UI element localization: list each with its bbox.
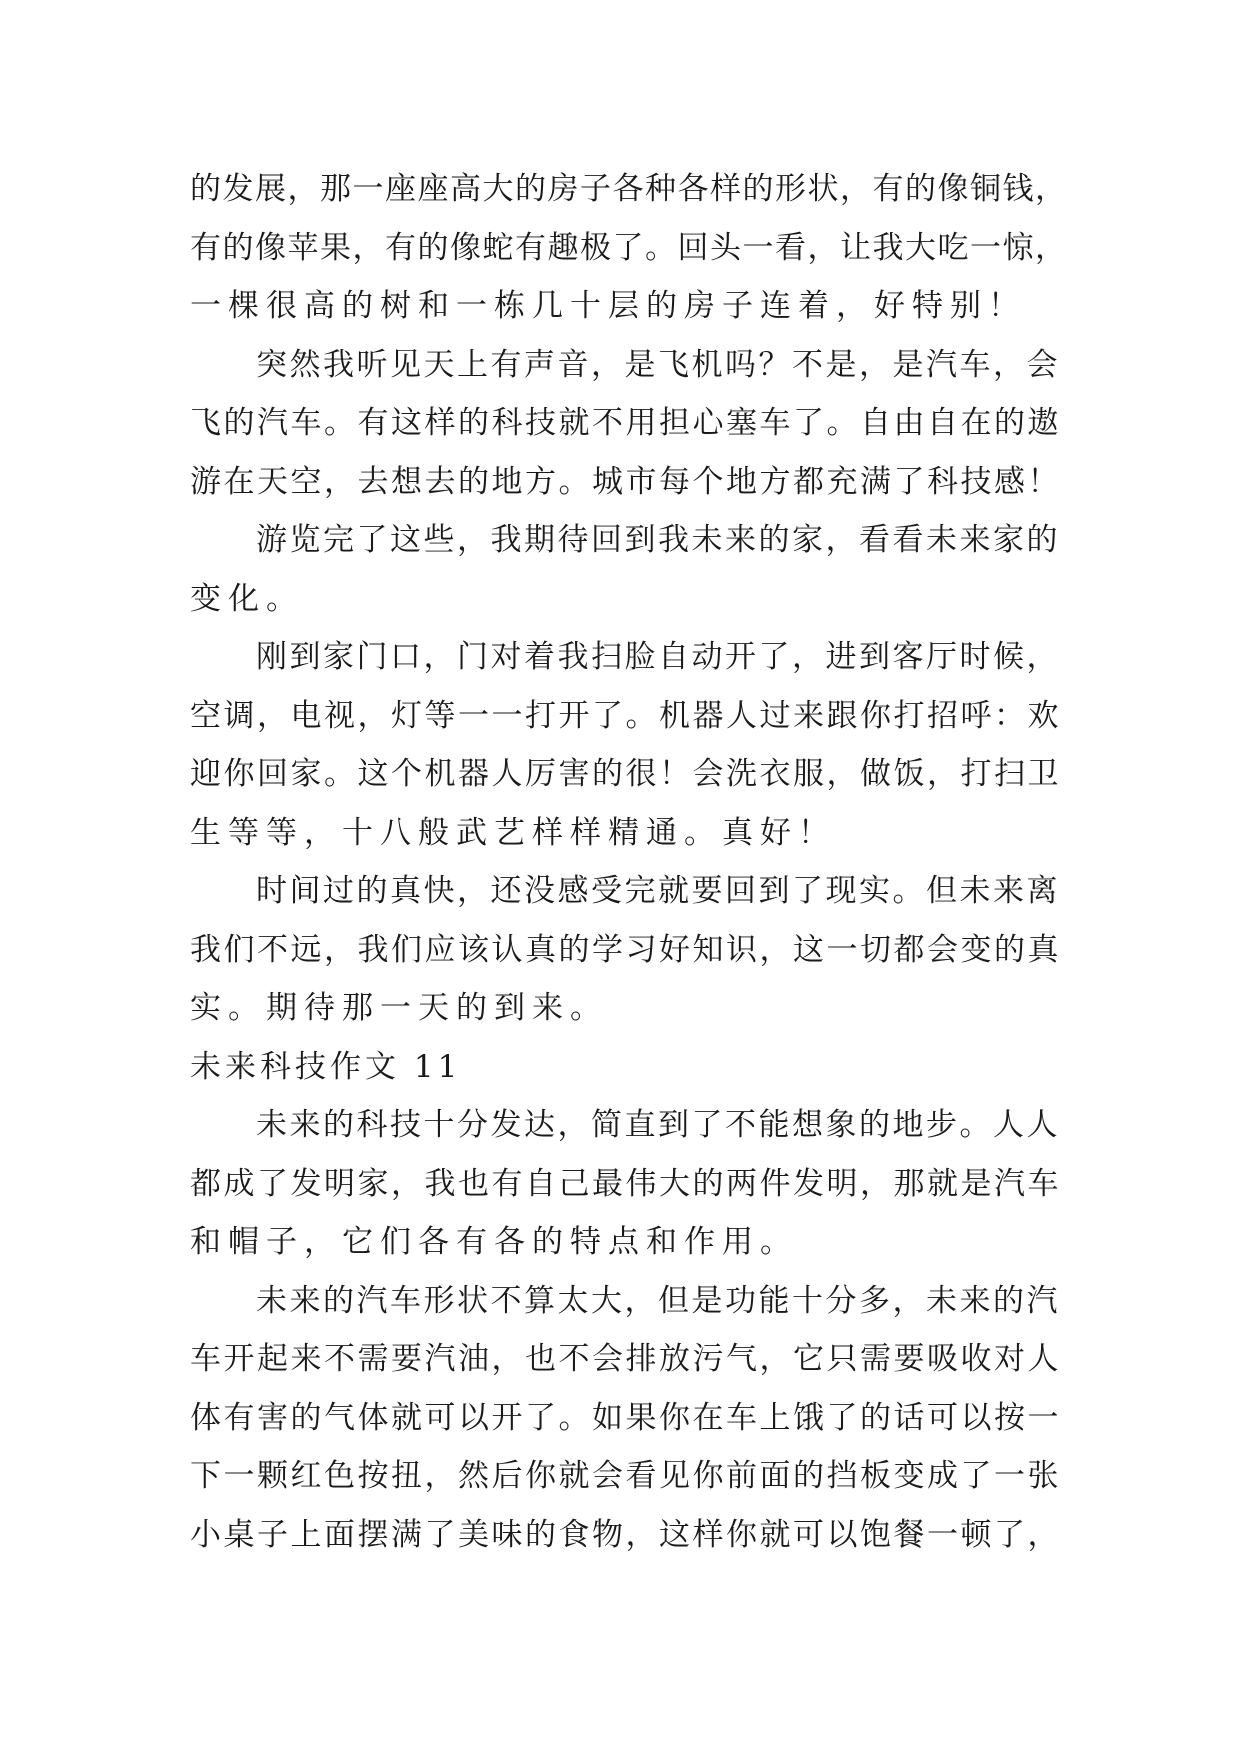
section-heading: 未来科技作文 11 <box>190 1048 462 1085</box>
paragraph-start-line: 刚到家门口，门对着我扫脸自动开了，进到客厅时候， <box>256 639 1060 675</box>
essay-body <box>190 160 1070 1564</box>
text-line: 生等等，十八般武艺样样精通。真好！ <box>190 814 836 851</box>
paragraph-start-line: 时间过的真快，还没感受完就要回到了现实。但未来离 <box>256 873 1060 909</box>
text-line: 车开起来不需要汽油，也不会排放污气，它只需要吸收对人 <box>190 1341 1061 1377</box>
text-line: 和帽子，它们各有各的特点和作用。 <box>190 1224 798 1260</box>
text-line: 变化。 <box>190 580 304 617</box>
text-line: 空调，电视，灯等一一打开了。机器人过来跟你打招呼：欢 <box>190 697 1061 734</box>
text-line: 有的像苹果，有的像蛇有趣极了。回头一看，让我大吃一惊， <box>190 229 1068 266</box>
text-line: 迎你回家。这个机器人厉害的很！会洗衣服，做饭，打扫卫 <box>190 756 1061 792</box>
text-line: 飞的汽车。有这样的科技就不用担心塞车了。自由自在的遨 <box>190 405 1061 441</box>
text-line: 我们不远，我们应该认真的学习好知识，这一切都会变的真 <box>190 931 1061 968</box>
text-line: 都成了发明家，我也有自己最伟大的两件发明，那就是汽车 <box>190 1165 1061 1202</box>
text-line: 的发展，那一座座高大的房子各种各样的形状，有的像铜钱， <box>190 171 1068 207</box>
paragraph-start-line: 未来的汽车形状不算太大，但是功能十分多，未来的汽 <box>256 1282 1060 1319</box>
text-line: 体有害的气体就可以开了。如果你在车上饿了的话可以按一 <box>190 1399 1061 1436</box>
paragraph-start-line: 游览完了这些，我期待回到我未来的家，看看未来家的 <box>256 522 1060 558</box>
text-line: 实。期待那一天的到来。 <box>190 990 608 1026</box>
text-line: 游在天空，去想去的地方。城市每个地方都充满了科技感！ <box>190 463 1061 500</box>
text-line: 下一颗红色按扭，然后你就会看见你前面的挡板变成了一张 <box>190 1458 1061 1494</box>
paragraph-start-line: 未来的科技十分发达，简直到了不能想象的地步。人人 <box>256 1107 1060 1143</box>
text-line: 一棵很高的树和一栋几十层的房子连着，好特别！ <box>190 288 1026 324</box>
paragraph-start-line: 突然我听见天上有声音，是飞机吗？不是，是汽车，会 <box>256 346 1060 383</box>
text-line: 小桌子上面摆满了美味的食物，这样你就可以饱餐一顿了， <box>190 1516 1061 1553</box>
